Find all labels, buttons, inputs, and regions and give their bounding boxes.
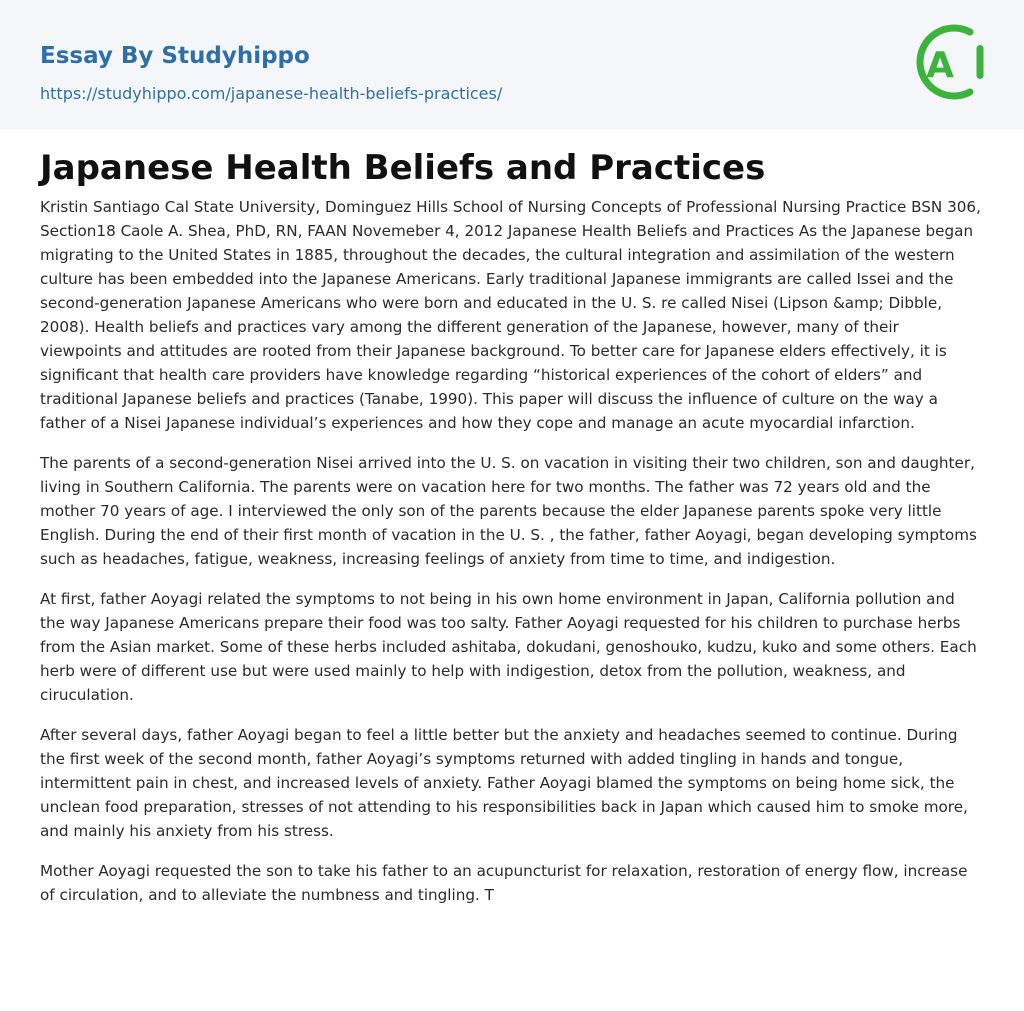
article-title: Japanese Health Beliefs and Practices bbox=[40, 148, 766, 188]
article-paragraph: After several days, father Aoyagi began to feel a little better but the anxiety and headaches seemed to continue. During the first week of the second month, father Aoyagi’s symptoms returned with added tingling in hands and tongue, intermittent pain in chest, and increased levels of anxiety. Father Aoyagi blamed the symptoms on being home sick, the unclean food preparation, stresses of not attending to his responsibilities back in Japan which caused him to smoke more, and mainly his anxiety from his stress. bbox=[40, 726, 968, 840]
studyhippo-logo-icon[interactable] bbox=[912, 19, 986, 105]
site-header bbox=[0, 0, 1024, 129]
site-brand[interactable]: Essay By Studyhippo bbox=[40, 43, 310, 69]
logo-letter: A bbox=[926, 45, 954, 86]
article-paragraph: At first, father Aoyagi related the symptoms to not being in his own home environment in Japan, California pollution and the way Japanese Americans prepare their food was too salty. Father Aoyagi requested for his children to purchase herbs from the Asian market. Some of these herbs included ashitaba, dokudani, genoshouko, kudzu, kuko and some others. Each herb were of different use but were used mainly to help with indigestion, detox from the pollution, weakness, and ciruculation. bbox=[40, 590, 977, 704]
article-paragraph: The parents of a second-generation Nisei arrived into the U. S. on vacation in visiting their two children, son and daughter, living in Southern California. The parents were on vacation here for two months. The father was 72 years old and the mother 70 years of age. I interviewed the only son of the parents because the elder Japanese parents spoke very little English. During the end of their first month of vacation in the U. S. , the father, father Aoyagi, began developing symptoms such as headaches, fatigue, weakness, increasing feelings of anxiety from time to time, and indigestion. bbox=[40, 454, 977, 568]
article-url-link[interactable]: https://studyhippo.com/japanese-health-beliefs-practices/ bbox=[40, 84, 503, 103]
article-paragraph: Kristin Santiago Cal State University, Dominguez Hills School of Nursing Concepts of Professional Nursing Practice BSN 306, Section18 Caole A. Shea, PhD, RN, FAAN Novemeber 4, 2012 Japanese Health Beliefs and Practices As the Japanese began migrating to the United States in 1885, throughout the decades, the cultural integration and assimilation of the western culture has been embedded into the Japanese Americans. Early traditional Japanese immigrants are called Issei and the second-generation Japanese Americans who were born and educated in the U. S. re called Nisei (Lipson &amp; Dibble, 2008). Health beliefs and practices vary among the different generation of the Japanese, however, many of their viewpoints and attitudes are rooted from their Japanese background. To better care for Japanese elders effectively, it is significant that health care providers have knowledge regarding “historical experiences of the cohort of elders” and traditional Japanese beliefs and practices (Tanabe, 1990). This paper will discuss the influence of culture on the way a father of a Nisei Japanese individual’s experiences and how they cope and manage an acute myocardial infarction. bbox=[40, 198, 981, 432]
article-paragraph: Mother Aoyagi requested the son to take his father to an acupuncturist for relaxation, restoration of energy flow, increase of circulation, and to alleviate the numbness and tingling. T bbox=[40, 862, 968, 904]
article-body bbox=[40, 195, 984, 923]
